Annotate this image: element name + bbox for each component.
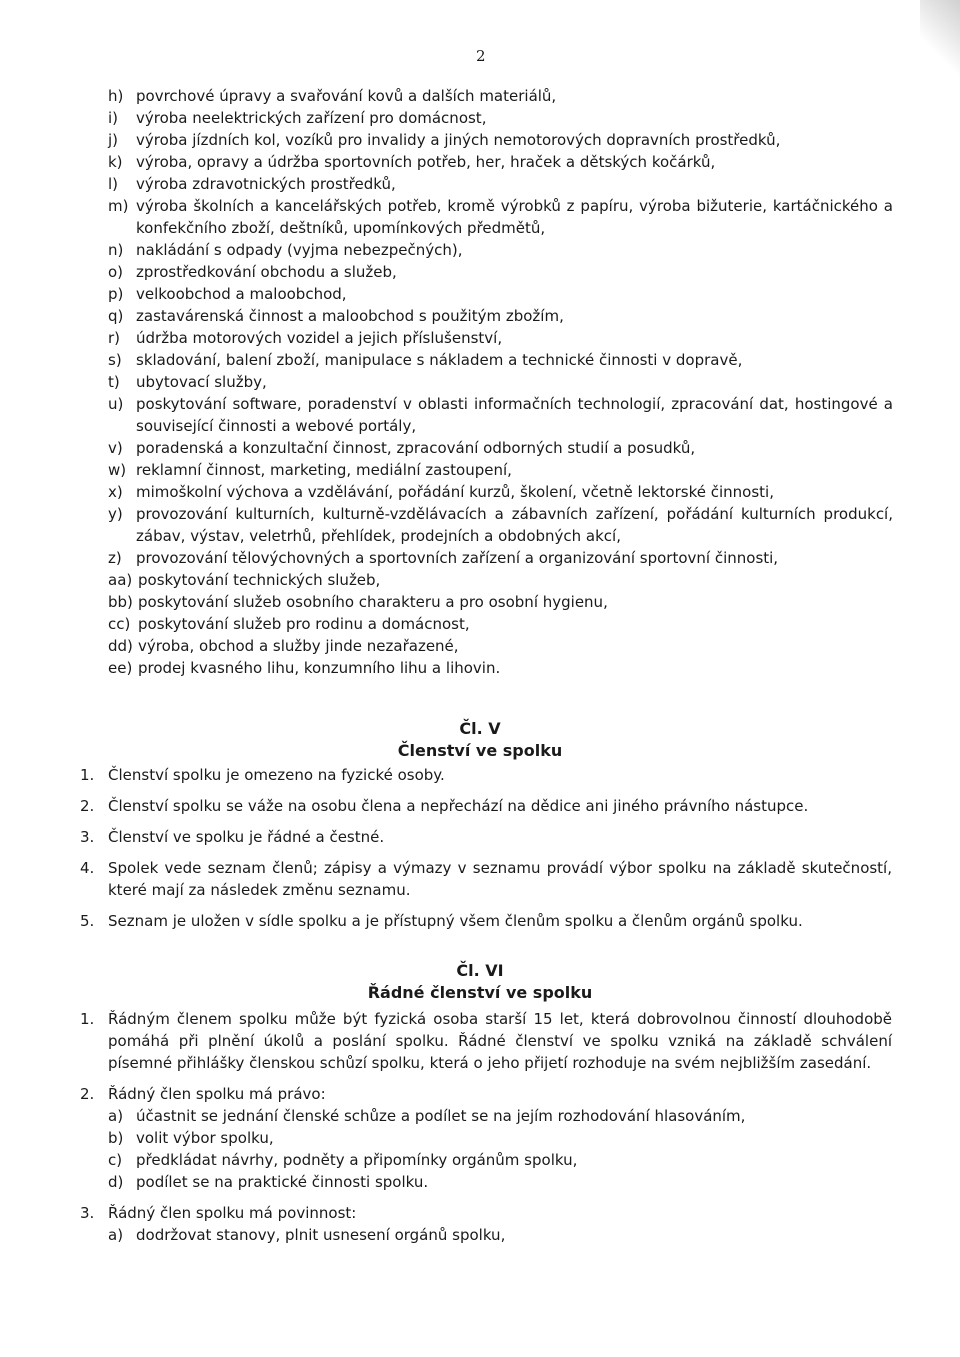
list-item <box>108 569 893 591</box>
item-text: poskytování technických služeb, <box>138 571 381 589</box>
item-number: 1. <box>80 766 95 784</box>
item-number: 2. <box>80 1085 95 1103</box>
item-text: poskytování služeb osobního charakteru a pro osobní hygienu, <box>138 593 608 611</box>
item-text: poskytování software, poradenství v oblasti informačních technologií, zpracování dat, hostingové a související činnosti a webové portály, <box>136 395 893 435</box>
item-text: Řádným členem spolku může být fyzická osoba starší 15 let, která dobrovolnou činností dlouhodobě pomáhá při plnění úkolů a poslání spolku. Řádné členství ve spolku vzniká na základě schválení písemné přihlášky členskou schůzí spolku, která o jeho přijetí rozhoduje na svém nejbližším zasedání. <box>108 1010 892 1072</box>
item-number: 3. <box>80 1204 95 1222</box>
item-text: zprostředkování obchodu a služeb, <box>136 263 397 281</box>
item-label: i) <box>108 109 119 127</box>
item-number: 3. <box>80 828 95 846</box>
section-number: Čl. V <box>459 719 501 738</box>
list-item <box>108 85 893 107</box>
section-heading-vi <box>0 960 960 1004</box>
item-label: s) <box>108 351 122 369</box>
item-text: nakládání s odpady (vyjma nebezpečných), <box>136 241 463 259</box>
item-label: c) <box>108 1151 123 1169</box>
item-text: povrchové úpravy a svařování kovů a dalších materiálů, <box>136 87 557 105</box>
list-item <box>108 635 893 657</box>
item-number: 5. <box>80 912 95 930</box>
item-label: k) <box>108 153 123 171</box>
item-text: údržba motorových vozidel a jejich příslušenství, <box>136 329 503 347</box>
item-text: mimoškolní výchova a vzdělávání, pořádání kurzů, školení, včetně lektorské činnosti, <box>136 483 774 501</box>
item-body <box>108 1083 892 1193</box>
list-item <box>108 261 893 283</box>
item-label: x) <box>108 483 123 501</box>
item-text: Seznam je uložen v sídle spolku a je přístupný všem členům spolku a členům orgánů spolku. <box>108 912 803 930</box>
list-item <box>108 173 893 195</box>
item-label: l) <box>108 175 119 193</box>
item-text: podílet se na praktické činnosti spolku. <box>136 1173 429 1191</box>
list-item <box>108 305 893 327</box>
activity-list <box>108 85 893 679</box>
item-text: poradenská a konzultační činnost, zpracování odborných studií a posudků, <box>136 439 696 457</box>
item-label: aa) <box>108 571 133 589</box>
item-text: Řádný člen spolku má povinnost: <box>108 1204 357 1222</box>
numbered-item <box>80 857 892 901</box>
item-label: o) <box>108 263 124 281</box>
item-label: a) <box>108 1226 124 1244</box>
duties-list <box>108 1224 892 1246</box>
numbered-item <box>80 1008 892 1074</box>
list-item <box>108 503 893 547</box>
list-item <box>108 283 893 305</box>
numbered-item <box>80 795 892 817</box>
list-item <box>108 151 893 173</box>
item-label: t) <box>108 373 120 391</box>
numbered-item <box>80 764 892 786</box>
item-label: b) <box>108 1129 124 1147</box>
numbered-item <box>80 1202 892 1246</box>
list-item <box>108 129 893 151</box>
section-number: Čl. VI <box>456 961 504 980</box>
item-text: výroba jízdních kol, vozíků pro invalidy a jiných nemotorových dopravních prostředků, <box>136 131 781 149</box>
item-label: m) <box>108 197 129 215</box>
item-label: w) <box>108 461 127 479</box>
item-label: cc) <box>108 615 131 633</box>
list-item <box>108 107 893 129</box>
item-label: a) <box>108 1107 124 1125</box>
item-number: 4. <box>80 859 95 877</box>
item-label: r) <box>108 329 121 347</box>
list-item <box>108 1171 892 1193</box>
item-text: reklamní činnost, marketing, mediální zastoupení, <box>136 461 512 479</box>
item-label: y) <box>108 505 123 523</box>
list-item <box>108 239 893 261</box>
item-text: účastnit se jednání členské schůze a podílet se na jejím rozhodování hlasováním, <box>136 1107 746 1125</box>
item-label: v) <box>108 439 123 457</box>
list-item <box>108 1149 892 1171</box>
list-item <box>108 1105 892 1127</box>
item-text: dodržovat stanovy, plnit usnesení orgánů spolku, <box>136 1226 506 1244</box>
item-text: Členství ve spolku je řádné a čestné. <box>108 828 385 846</box>
item-text: Členství spolku je omezeno na fyzické osoby. <box>108 766 445 784</box>
item-label: ee) <box>108 659 133 677</box>
item-text: poskytování služeb pro rodinu a domácnost, <box>138 615 470 633</box>
section-v-list <box>80 764 892 941</box>
item-label: p) <box>108 285 124 303</box>
item-body <box>108 1202 892 1246</box>
item-text: provozování tělovýchovných a sportovních zařízení a organizování sportovní činnosti, <box>136 549 779 567</box>
item-text: Řádný člen spolku má právo: <box>108 1085 326 1103</box>
list-item <box>108 371 893 393</box>
numbered-item <box>80 826 892 848</box>
item-text: výroba, opravy a údržba sportovních potřeb, her, hraček a dětských kočárků, <box>136 153 716 171</box>
list-item <box>108 481 893 503</box>
item-text: velkoobchod a maloobchod, <box>136 285 347 303</box>
item-text: provozování kulturních, kulturně-vzdělávacích a zábavních zařízení, pořádání kulturních produkcí, zábav, výstav, veletrhů, přehlídek, prodejních a obdobných akcí, <box>136 505 893 545</box>
list-item <box>108 327 893 349</box>
item-label: bb) <box>108 593 133 611</box>
scan-edge-shadow <box>920 0 960 90</box>
item-text: výroba, obchod a služby jinde nezařazené, <box>138 637 459 655</box>
list-item <box>108 1224 892 1246</box>
item-label: q) <box>108 307 124 325</box>
item-text: předkládat návrhy, podněty a připomínky orgánům spolku, <box>136 1151 578 1169</box>
item-text: ubytovací služby, <box>136 373 267 391</box>
item-label: d) <box>108 1173 124 1191</box>
section-title: Řádné členství ve spolku <box>367 983 593 1002</box>
list-item <box>108 591 893 613</box>
item-text: volit výbor spolku, <box>136 1129 274 1147</box>
item-text: výroba školních a kancelářských potřeb, kromě výrobků z papíru, výroba bižuterie, kartáčnického a konfekčního zboží, deštníků, upomínkových předmětů, <box>136 197 893 237</box>
item-text: výroba zdravotnických prostředků, <box>136 175 396 193</box>
item-label: h) <box>108 87 124 105</box>
page-number: 2 <box>476 47 486 65</box>
list-item <box>108 1127 892 1149</box>
list-item <box>108 393 893 437</box>
section-heading-v <box>0 718 960 762</box>
item-text: prodej kvasného lihu, konzumního lihu a lihovin. <box>138 659 501 677</box>
item-label: n) <box>108 241 124 259</box>
item-label: z) <box>108 549 122 567</box>
item-text: skladování, balení zboží, manipulace s nákladem a technické činnosti v dopravě, <box>136 351 743 369</box>
list-item <box>108 547 893 569</box>
list-item <box>108 657 893 679</box>
list-item <box>108 613 893 635</box>
list-item <box>108 349 893 371</box>
list-item <box>108 195 893 239</box>
rights-list <box>108 1105 892 1193</box>
list-item <box>108 437 893 459</box>
item-number: 1. <box>80 1010 95 1028</box>
item-label: j) <box>108 131 119 149</box>
item-text: zastavárenská činnost a maloobchod s použitým zbožím, <box>136 307 564 325</box>
item-number: 2. <box>80 797 95 815</box>
item-label: u) <box>108 395 124 413</box>
section-vi-list <box>80 1008 892 1255</box>
numbered-item <box>80 910 892 932</box>
item-text: Členství spolku se váže na osobu člena a nepřechází na dědice ani jiného právního nástupce. <box>108 797 809 815</box>
list-item <box>108 459 893 481</box>
item-text: výroba neelektrických zařízení pro domácnost, <box>136 109 487 127</box>
item-label: dd) <box>108 637 133 655</box>
section-title: Členství ve spolku <box>397 741 563 760</box>
numbered-item <box>80 1083 892 1193</box>
item-text: Spolek vede seznam členů; zápisy a výmazy v seznamu provádí výbor spolku na základě skutečností, které mají za následek změnu seznamu. <box>108 859 892 899</box>
